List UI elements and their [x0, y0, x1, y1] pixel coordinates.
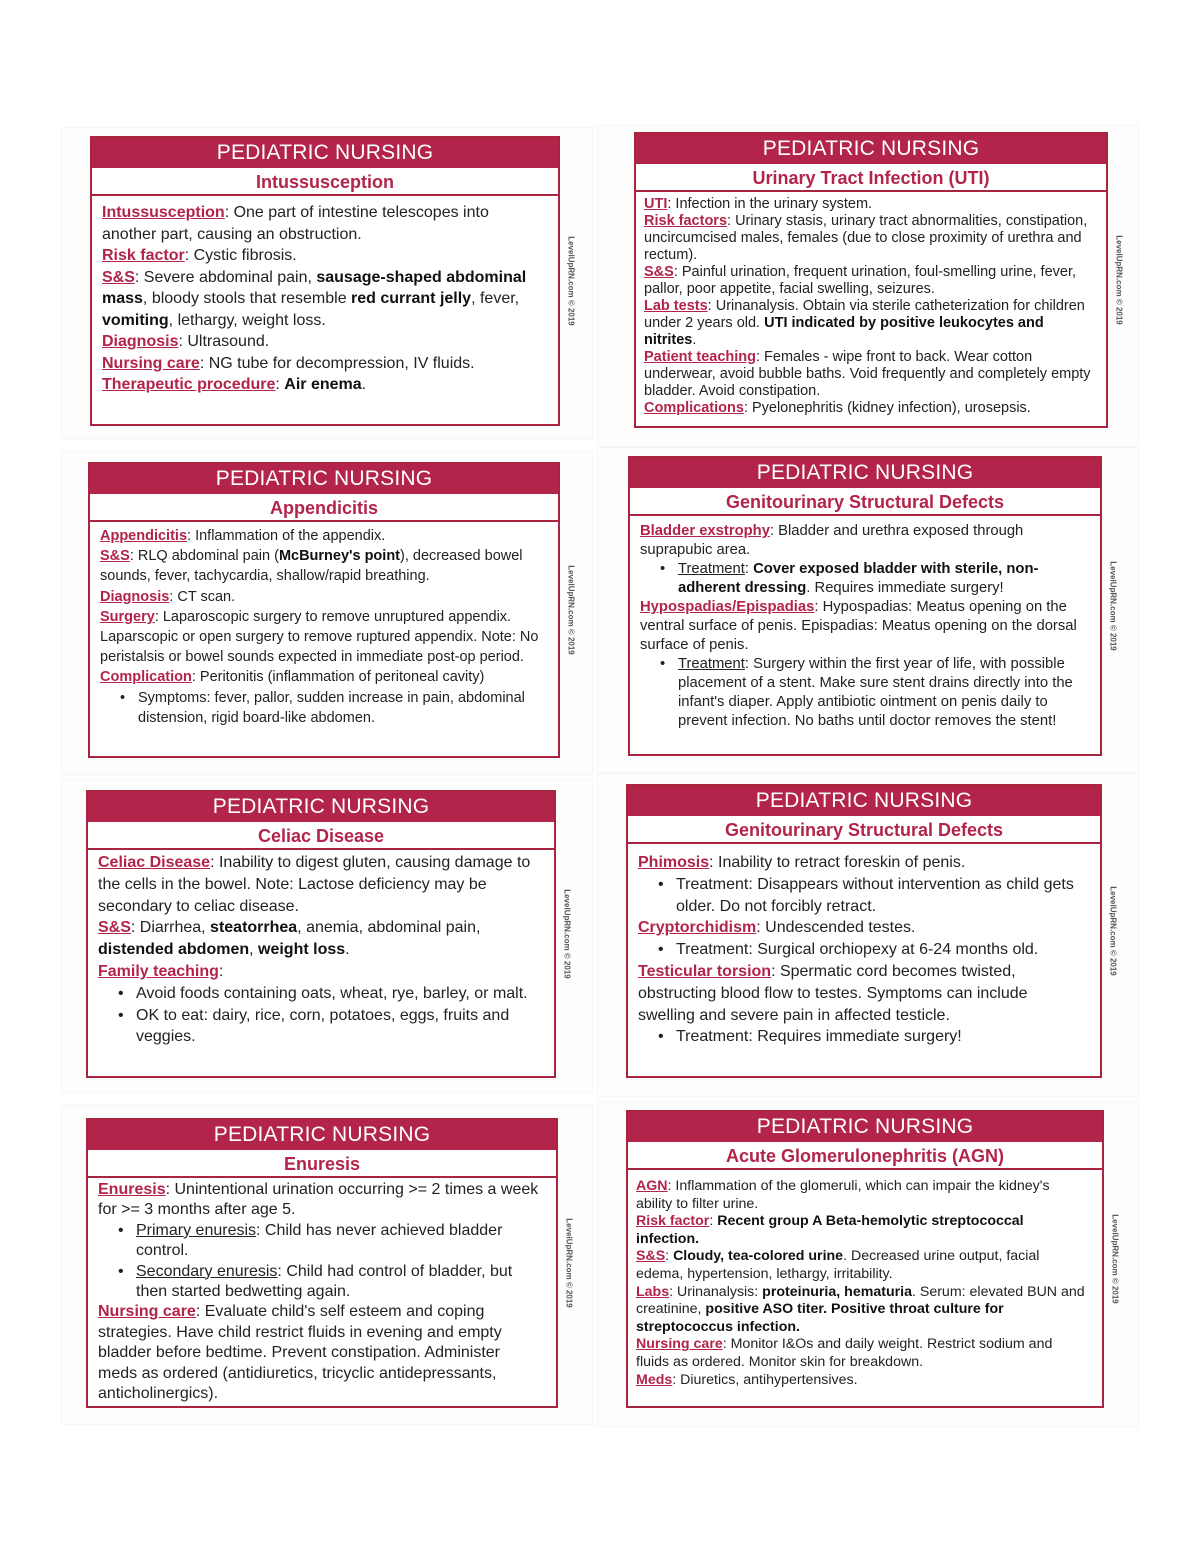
list-item: • Treatment: Surgery within the first year of life, with possible placement of a stent. Make sure stent drains directly into the infant's diaper. Apply antibiotic ointment on penis daily to prevent infection. No baths until doctor removes the stent!	[660, 655, 1086, 731]
treatment-list	[660, 560, 1086, 598]
card-body	[98, 852, 540, 1048]
signs-symptoms-line: S&S: RLQ abdominal pain (McBurney's point), decreased bowel sounds, fever, tachycardia, shallow/rapid breathing.	[100, 548, 523, 585]
treatment-list	[658, 939, 1086, 961]
card-frame: PEDIATRIC NURSING Urinary Tract Infection (UTI) UTI: Infection in the urinary system. Risk factors: Urinary stasis, urinary tract abnormalities, constipation, uncircumcised males, females (due to close proximity of urethra and rectum). S&S: Painful urination, frequent urination, foul-smelling urine, fever, pallor, poor appetite, facial swelling, seizures. Lab tests: Urinanalysis. Obtain via sterile catheterization for children under 2 years old. UTI indicated by positive leukocytes and nitrites. Patient teaching: Females - wipe front to back. Wear cotton underwear, avoid bubble baths. Void frequently and completely empty bladder. Avoid constipation. Complications: Pyelonephritis (kidney infection), urosepsis. LevelUpRN.com © 2019	[634, 132, 1108, 428]
signs-symptoms-line: S&S: Painful urination, frequent urination, foul-smelling urine, fever, pallor, poor appetite, facial swelling, seizures.	[644, 264, 1077, 297]
nursing-care-line: Nursing care: NG tube for decompression, IV fluids.	[102, 354, 475, 372]
signs-symptoms-line: S&S: Diarrhea, steatorrhea, anemia, abdominal pain, distended abdomen, weight loss.	[98, 919, 481, 959]
list-item: • Secondary enuresis: Child had control of bladder, but then started bedwetting again.	[118, 1262, 542, 1303]
nursing-care-line: Nursing care: Monitor I&Os and daily weight. Restrict sodium and fluids as ordered. Monitor skin for breakdown.	[636, 1336, 1053, 1370]
card-body	[100, 526, 544, 728]
treatment-list	[660, 655, 1086, 731]
cryptorchidism-line: Cryptorchidism: Undescended testes.	[638, 919, 916, 937]
list-item: • Treatment: Surgical orchiopexy at 6-24 months old.	[658, 939, 1086, 961]
flashcard-agn	[598, 1102, 1138, 1426]
card-title: Urinary Tract Infection (UTI)	[636, 164, 1106, 192]
card-header: PEDIATRIC NURSING	[92, 138, 558, 168]
signs-symptoms-line: S&S: Cloudy, tea-colored urine. Decreased urine output, facial edema, hypertension, lethargy, irritability.	[636, 1248, 1040, 1282]
risk-factor-line: Risk factor: Cystic fibrosis.	[102, 247, 297, 264]
card-header: PEDIATRIC NURSING	[630, 458, 1100, 488]
list-item: • Treatment: Cover exposed bladder with sterile, non-adherent dressing. Requires immediate surgery!	[660, 560, 1086, 598]
definition-line: Enuresis: Unintentional urination occurring >= 2 times a week for >= 3 months after age 5.	[98, 1181, 539, 1219]
definition-line: Appendicitis: Inflammation of the appendix.	[100, 528, 386, 544]
procedure-line: Therapeutic procedure: Air enema.	[102, 376, 367, 393]
card-header: PEDIATRIC NURSING	[636, 134, 1106, 164]
flashcard-enuresis	[62, 1106, 592, 1424]
phimosis-line: Phimosis: Inability to retract foreskin of penis.	[638, 854, 966, 871]
card-body	[640, 522, 1086, 731]
card-header: PEDIATRIC NURSING	[628, 786, 1100, 816]
card-frame: PEDIATRIC NURSING Genitourinary Structural Defects Phimosis: Inability to retract foreskin of penis. • Treatment: Disappears without intervention as child gets older. Do not forcibly retract. Cryptorchidism: Undescended testes. • Treatment: Surgical orchiopexy at 6-24 months old. Testicular torsion: Spermatic cord becomes twisted, obstructing blood flow to testes. Symptoms can include swelling and severe pain in affected testicle. • Treatment: Requires immediate surgery! LevelUpRN.com © 2019	[626, 784, 1102, 1078]
card-title: Appendicitis	[90, 494, 558, 522]
diagnosis-line: Diagnosis: Ultrasound.	[102, 333, 270, 350]
hypospadias-line: Hypospadias/Epispadias: Hypospadias: Meatus opening on the ventral surface of penis. Epispadias: Meatus opening on the dorsal surface of penis.	[640, 599, 1077, 653]
definition-line: Intussusception: One part of intestine telescopes into another part, causing an obstruction.	[102, 204, 489, 243]
card-body	[98, 1180, 542, 1404]
card-title: Genitourinary Structural Defects	[628, 816, 1100, 844]
flashcard-gu-defects-2	[598, 774, 1138, 1096]
card-frame: PEDIATRIC NURSING Enuresis Enuresis: Unintentional urination occurring >= 2 times a week for >= 3 months after age 5. • Primary enuresis: Child has never achieved bladder control. • Secondary enuresis: Child had control of bladder, but then started bedwetting again. Nursing care: Evaluate child's self esteem and coping strategies. Have child restrict fluids in evening and empty bladder before bedtime. Prevent constipation. Administer meds as ordered (antidiuretics, tricyclic antidepressants, anticholinergics). LevelUpRN.com © 2019	[86, 1118, 558, 1408]
risk-factor-line: Risk factor: Recent group A Beta-hemolytic streptococcal infection.	[636, 1213, 1024, 1247]
definition-line: Celiac Disease: Inability to digest gluten, causing damage to the cells in the bowel. Note: Lactose deficiency may be secondary to celiac disease.	[98, 854, 531, 915]
complications-line: Complications: Pyelonephritis (kidney infection), urosepsis.	[644, 400, 1031, 416]
teaching-list	[118, 983, 540, 1048]
card-header: PEDIATRIC NURSING	[628, 1112, 1102, 1142]
bladder-exstrophy-line: Bladder exstrophy: Bladder and urethra exposed through suprapubic area.	[640, 523, 1024, 558]
card-body	[636, 1178, 1088, 1389]
list-item: • Symptoms: fever, pallor, sudden increase in pain, abdominal distension, rigid board-like abdomen.	[120, 688, 544, 728]
card-header: PEDIATRIC NURSING	[88, 792, 554, 822]
card-frame: PEDIATRIC NURSING Genitourinary Structural Defects Bladder exstrophy: Bladder and urethra exposed through suprapubic area. • Treatment: Cover exposed bladder with sterile, non-adherent dressing. Requires immediate surgery! Hypospadias/Epispadias: Hypospadias: Meatus opening on the ventral surface of penis. Epispadias: Meatus opening on the dorsal surface of penis. • Treatment: Surgery within the first year of life, with possible placement of a stent. Make sure stent drains directly into the infant's diaper. Apply antibiotic ointment on penis daily to prevent infection. No baths until doctor removes the stent! LevelUpRN.com © 2019	[628, 456, 1102, 756]
labs-line: Labs: Urinanalysis: proteinuria, hematuria. Serum: elevated BUN and creatinine, positive ASO titer. Positive throat culture for streptococcus infection.	[636, 1283, 1085, 1335]
signs-symptoms-line: S&S: Severe abdominal pain, sausage-shaped abdominal mass, bloody stools that resemble red currant jelly, fever, vomiting, lethargy, weight loss.	[102, 268, 527, 329]
family-teaching-line: Family teaching:	[98, 962, 224, 980]
meds-line: Meds: Diuretics, antihypertensives.	[636, 1371, 858, 1388]
card-title: Enuresis	[88, 1150, 556, 1178]
nursing-care-line: Nursing care: Evaluate child's self esteem and coping strategies. Have child restrict fluids in evening and empty bladder before bedtime. Prevent constipation. Administer meds as ordered (antidiuretics, tricyclic antidepressants, anticholinergics).	[98, 1303, 502, 1403]
flashcard-intussusception	[62, 128, 592, 438]
flashcard-appendicitis	[62, 452, 592, 774]
card-frame: PEDIATRIC NURSING Celiac Disease Celiac Disease: Inability to digest gluten, causing damage to the cells in the bowel. Note: Lactose deficiency may be secondary to celiac disease. S&S: Diarrhea, steatorrhea, anemia, abdominal pain, distended abdomen, weight loss. Family teaching: • Avoid foods containing oats, wheat, rye, barley, or malt. • OK to eat: dairy, rice, corn, potatoes, eggs, fruits and veggies. LevelUpRN.com © 2019	[86, 790, 556, 1078]
lab-tests-line: Lab tests: Urinanalysis. Obtain via sterile catheterization for children under 2 years old. UTI indicated by positive leukocytes and nitrites.	[644, 298, 1085, 348]
list-item: • OK to eat: dairy, rice, corn, potatoes, eggs, fruits and veggies.	[118, 1005, 540, 1049]
definition-line: UTI: Infection in the urinary system.	[644, 196, 873, 212]
card-title: Intussusception	[92, 168, 558, 196]
card-title: Acute Glomerulonephritis (AGN)	[628, 1142, 1102, 1170]
testicular-torsion-line: Testicular torsion: Spermatic cord becomes twisted, obstructing blood flow to testes. Symptoms can include swelling and severe pain in affected testicle.	[638, 962, 1028, 1024]
risk-factors-line: Risk factors: Urinary stasis, urinary tract abnormalities, constipation, uncircumcised males, females (due to close proximity of urethra and rectum).	[644, 213, 1088, 263]
card-frame: PEDIATRIC NURSING Acute Glomerulonephritis (AGN) AGN: Inflammation of the glomeruli, which can impair the kidney's ability to filter urine. Risk factor: Recent group A Beta-hemolytic streptococcal infection. S&S: Cloudy, tea-colored urine. Decreased urine output, facial edema, hypertension, lethargy, irritability. Labs: Urinanalysis: proteinuria, hematuria. Serum: elevated BUN and creatinine, positive ASO titer. Positive throat culture for streptococcus infection. Nursing care: Monitor I&Os and daily weight. Restrict sodium and fluids as ordered. Monitor skin for breakdown. Meds: Diuretics, antihypertensives. LevelUpRN.com © 2019	[626, 1110, 1104, 1408]
complication-line: Complication: Peritonitis (inflammation of peritoneal cavity)	[100, 669, 485, 686]
diagnosis-line: Diagnosis: CT scan.	[100, 588, 236, 605]
list-item: • Avoid foods containing oats, wheat, rye, barley, or malt.	[118, 983, 540, 1005]
surgery-line: Surgery: Laparoscopic surgery to remove unruptured appendix. Laparscopic or open surgery to remove ruptured appendix. Note: No peristalsis or bowel sounds expected in immediate post-op period.	[100, 608, 539, 666]
card-title: Celiac Disease	[88, 822, 554, 850]
card-body	[638, 852, 1086, 1048]
treatment-list	[658, 874, 1086, 918]
definition-line: AGN: Inflammation of the glomeruli, which can impair the kidney's ability to filter urine.	[636, 1178, 1050, 1212]
patient-teaching-line: Patient teaching: Females - wipe front to back. Wear cotton underwear, avoid bubble baths. Void frequently and completely empty bladder. Avoid constipation.	[644, 349, 1091, 399]
card-frame: PEDIATRIC NURSING Intussusception Intussusception: One part of intestine telescopes into another part, causing an obstruction. Risk factor: Cystic fibrosis. S&S: Severe abdominal pain, sausage-shaped abdominal mass, bloody stools that resemble red currant jelly, fever, vomiting, lethargy, weight loss. Diagnosis: Ultrasound. Nursing care: NG tube for decompression, IV fluids. Therapeutic procedure: Air enema. LevelUpRN.com © 2019	[90, 136, 560, 426]
card-body	[102, 202, 544, 396]
card-body	[644, 196, 1092, 417]
flashcard-celiac	[62, 780, 592, 1092]
card-header: PEDIATRIC NURSING	[90, 464, 558, 494]
card-header: PEDIATRIC NURSING	[88, 1120, 556, 1150]
list-item: • Treatment: Requires immediate surgery!	[658, 1026, 1086, 1048]
complication-list	[120, 688, 544, 728]
card-title: Genitourinary Structural Defects	[630, 488, 1100, 516]
treatment-list	[658, 1026, 1086, 1048]
list-item: • Treatment: Disappears without intervention as child gets older. Do not forcibly retract.	[658, 874, 1086, 918]
card-frame: PEDIATRIC NURSING Appendicitis Appendicitis: Inflammation of the appendix. S&S: RLQ abdominal pain (McBurney's point), decreased bowel sounds, fever, tachycardia, shallow/rapid breathing. Diagnosis: CT scan. Surgery: Laparoscopic surgery to remove unruptured appendix. Laparscopic or open surgery to remove ruptured appendix. Note: No peristalsis or bowel sounds expected in immediate post-op period. Complication: Peritonitis (inflammation of peritoneal cavity) • Symptoms: fever, pallor, sudden increase in pain, abdominal distension, rigid board-like abdomen. LevelUpRN.com © 2019	[88, 462, 560, 758]
flashcard-gu-defects-1	[598, 448, 1138, 774]
flashcard-uti	[598, 126, 1138, 446]
list-item: • Primary enuresis: Child has never achieved bladder control.	[118, 1221, 542, 1262]
enuresis-types	[118, 1221, 542, 1303]
